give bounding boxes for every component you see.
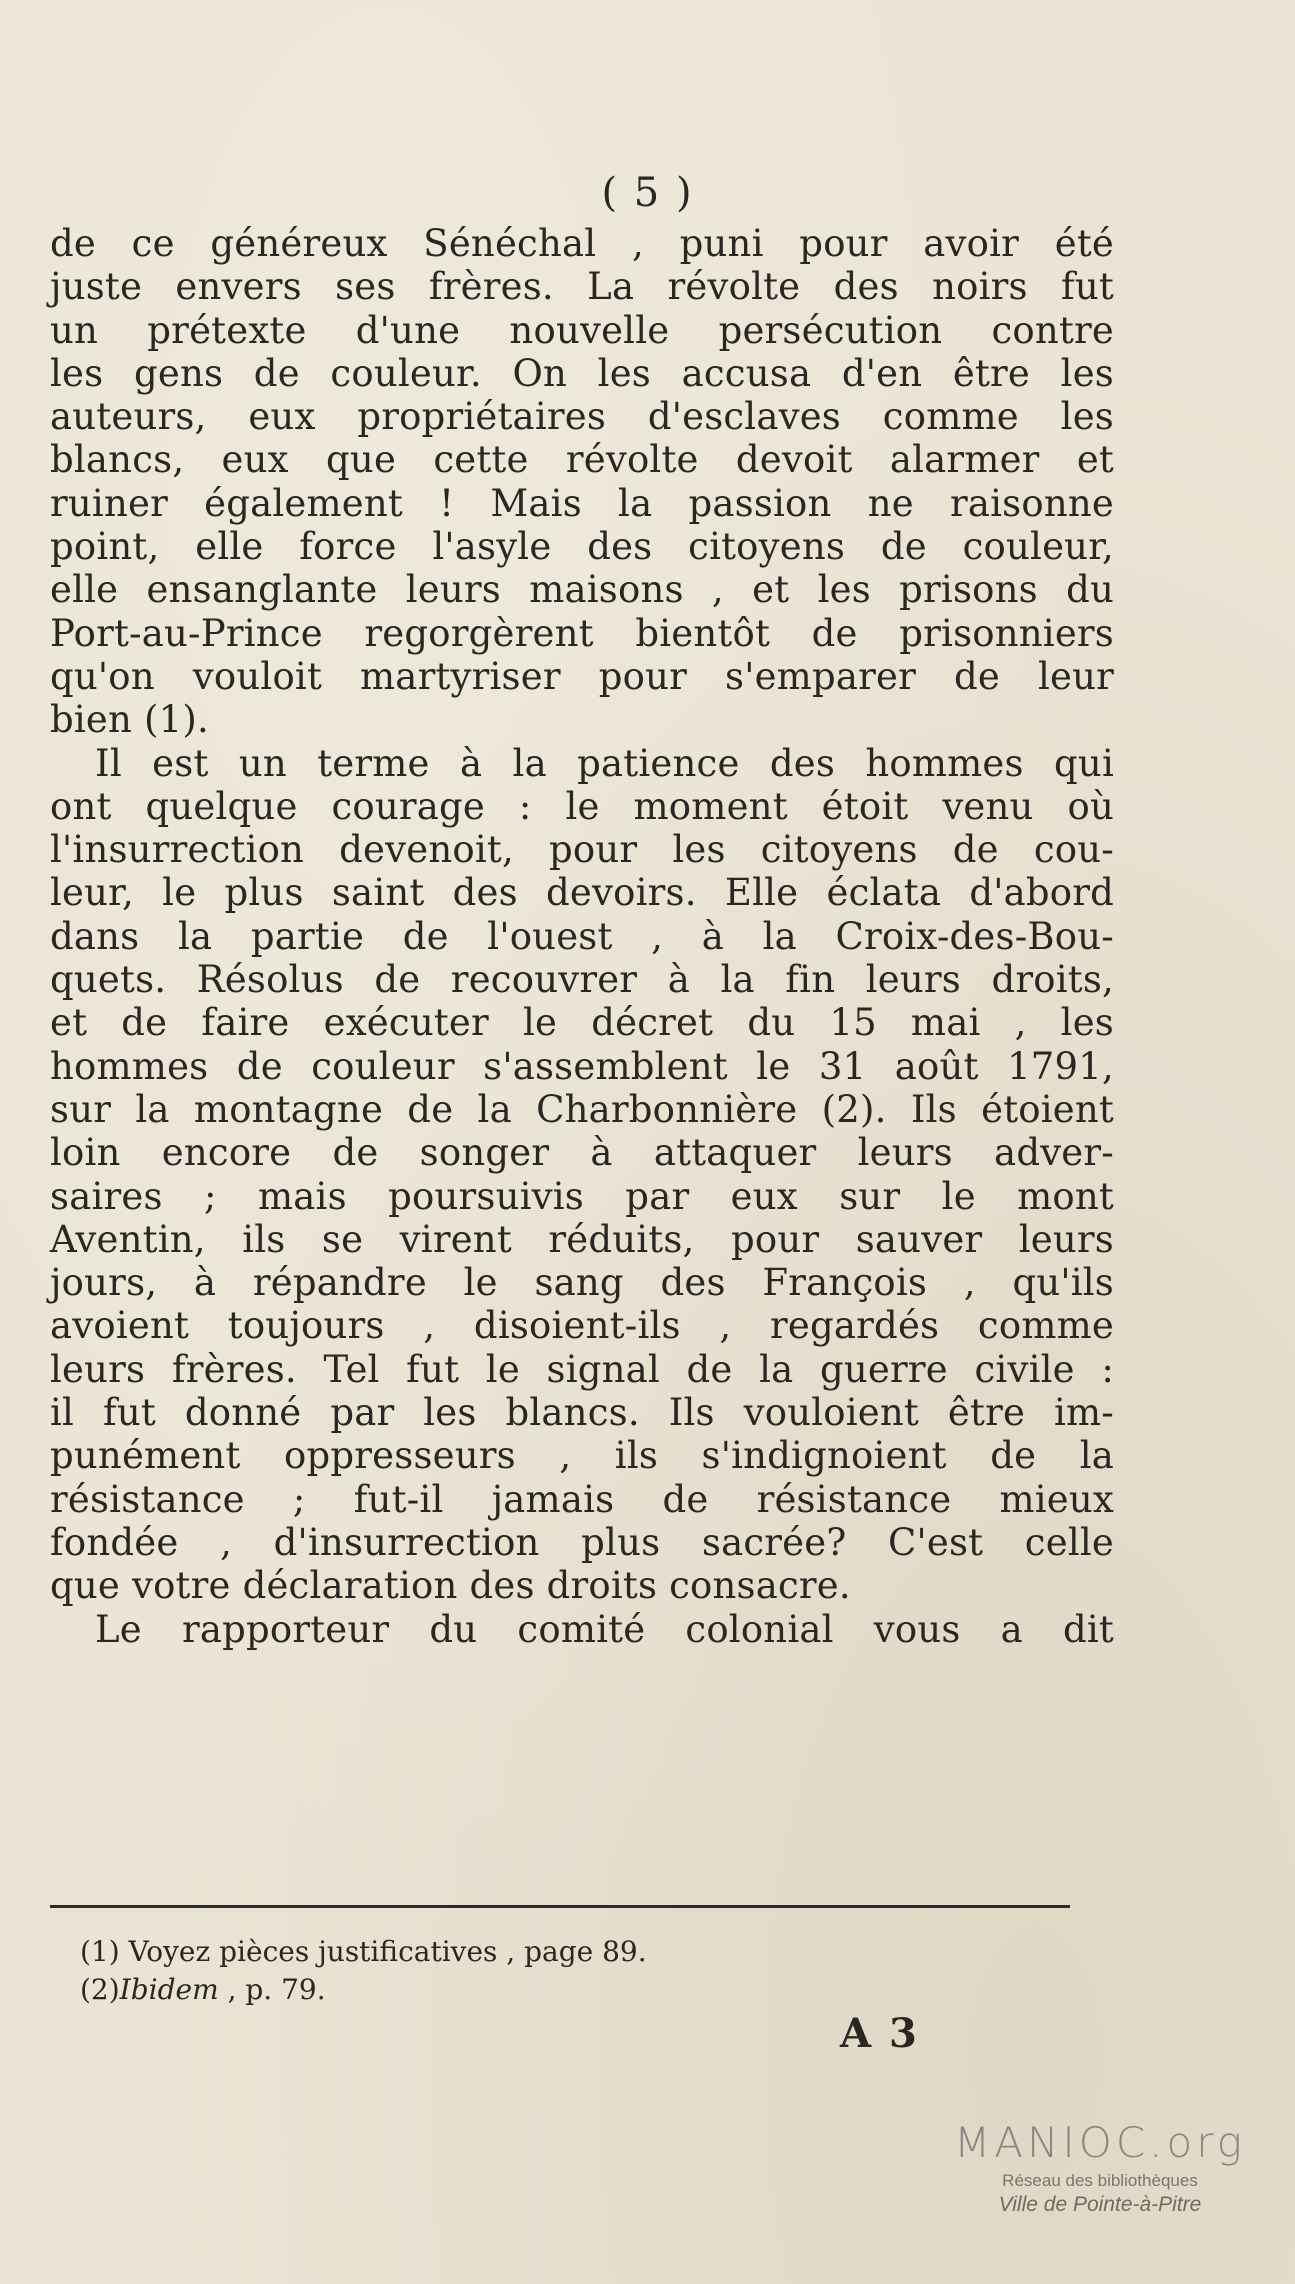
text-line: les gens de couleur. On les accusa d'en être les <box>50 351 1114 395</box>
footnote-text: , p. 79. <box>227 1973 326 2006</box>
text-line: loin encore de songer à attaquer leurs adver- <box>50 1131 1114 1175</box>
text-line: ont quelque courage : le moment étoit venu où <box>50 784 1114 828</box>
footnote-text: Voyez pièces justificatives , page 89. <box>128 1935 647 1968</box>
body-text <box>50 222 1114 1651</box>
text-line: fondée , d'insurrection plus sacrée? C'est celle <box>50 1520 1114 1564</box>
text-line: Il est un terme à la patience des hommes qui <box>95 741 1114 785</box>
text-line: leurs frères. Tel fut le signal de la guerre civile : <box>50 1347 1114 1391</box>
text-line: leur, le plus saint des devoirs. Elle éclata d'abord <box>50 871 1114 915</box>
text-line: sur la montagne de la Charbonnière (2). Ils étoient <box>50 1087 1114 1131</box>
text-line: quets. Résolus de recouvrer à la fin leurs droits, <box>50 958 1114 1002</box>
text-line: blancs, eux que cette révolte devoit alarmer et <box>50 438 1114 482</box>
text-line: qu'on vouloit martyriser pour s'emparer de leur <box>50 654 1114 698</box>
text-line: jours, à répandre le sang des François , qu'ils <box>50 1261 1114 1305</box>
text-line: point, elle force l'asyle des citoyens de couleur, <box>50 525 1114 569</box>
footnote-marker: (1) <box>80 1935 120 1968</box>
footnote-italic-text: Ibidem <box>119 1973 219 2006</box>
text-line: il fut donné par les blancs. Ils vouloient être im- <box>50 1391 1114 1435</box>
footnote-1 <box>80 1933 980 1971</box>
text-line: dans la partie de l'ouest , à la Croix-des-Bou- <box>50 914 1114 958</box>
watermark-line1: Réseau des bibliothèques <box>1002 2171 1198 2190</box>
text-line: punément oppresseurs , ils s'indignoient de la <box>50 1434 1114 1478</box>
footnote-marker: (2) <box>80 1973 120 2006</box>
text-line: Aventin, ils se virent réduits, pour sauver leurs <box>50 1217 1114 1261</box>
text-line: l'insurrection devenoit, pour les citoyens de cou- <box>50 828 1114 872</box>
text-line: bien (1). <box>50 698 209 742</box>
text-line: saires ; mais poursuivis par eux sur le mont <box>50 1174 1114 1218</box>
text-line: Port-au-Prince regorgèrent bientôt de prisonniers <box>50 611 1114 655</box>
footnote-2 <box>80 1971 980 2009</box>
footnote-divider <box>50 1905 1070 1908</box>
text-line: et de faire exécuter le décret du 15 mai , les <box>50 1001 1114 1045</box>
watermark-logo: MANIOC.org <box>954 2118 1246 2167</box>
signature-mark: A 3 <box>840 2010 919 2057</box>
text-line: auteurs, eux propriétaires d'esclaves comme les <box>50 395 1114 439</box>
text-line: que votre déclaration des droits consacre. <box>50 1564 851 1608</box>
text-line: hommes de couleur s'assemblent le 31 août 1791, <box>50 1044 1114 1088</box>
text-line: de ce généreux Sénéchal , puni pour avoir été <box>50 222 1114 265</box>
page-number: ( 5 ) <box>601 170 694 216</box>
text-line: avoient toujours , disoient-ils , regardés comme <box>50 1304 1114 1348</box>
text-line: juste envers ses frères. La révolte des noirs fut <box>50 265 1114 309</box>
footnotes <box>80 1933 980 2009</box>
text-line: un prétexte d'une nouvelle persécution contre <box>50 308 1114 352</box>
text-line: ruiner également ! Mais la passion ne raisonne <box>50 481 1114 525</box>
text-line: résistance ; fut-il jamais de résistance mieux <box>50 1477 1114 1521</box>
text-line: Le rapporteur du comité colonial vous a dit <box>95 1607 1114 1651</box>
text-line: elle ensanglante leurs maisons , et les prisons du <box>50 568 1114 612</box>
watermark-line2: Ville de Pointe-à-Pitre <box>998 2193 1202 2216</box>
watermark <box>920 2118 1280 2217</box>
